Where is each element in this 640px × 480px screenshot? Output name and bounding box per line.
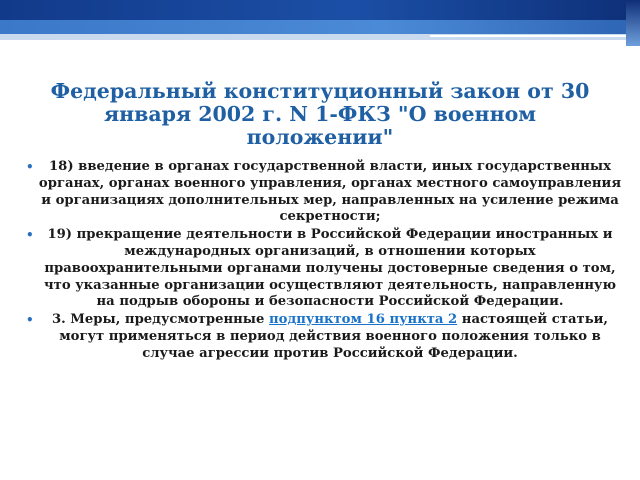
header-banner bbox=[0, 0, 640, 46]
slide-content bbox=[26, 159, 622, 364]
header-band-mid bbox=[0, 20, 640, 34]
list-item bbox=[26, 227, 622, 311]
list-item-text: 3. Меры, предусмотренные bbox=[51, 312, 269, 328]
list-item-text: 18) введение в органах государственной власти, иных государственных органах, органах военного управления, органах местного самоуправления и организациях дополнительных мер, направленных на усиление режима секретности; bbox=[38, 159, 622, 225]
list-item-text: 19) прекращение деятельности в Российской Федерации иностранных и международных организаций, в отношении которых правоохранительными органами получены достоверные сведения о том, что указанные организации осуществляют деятельность, направленную на подрыв обороны и безопасности Российской Федерации. bbox=[44, 227, 616, 310]
list-item-text: настоящей статьи, могут применяться в период действия военного положения только в случае агрессии против Российской Федерации. bbox=[59, 312, 609, 361]
slide-title: Федеральный конституционный закон от 30 января 2002 г. N 1-ФКЗ "О военном положении" bbox=[50, 79, 590, 149]
header-divider bbox=[0, 40, 640, 42]
subclause-link[interactable]: подпунктом 16 пункта 2 bbox=[269, 312, 458, 328]
header-edge bbox=[626, 0, 640, 46]
header-accent-line bbox=[430, 35, 640, 37]
bullet-icon: • bbox=[26, 313, 34, 328]
list-item bbox=[26, 159, 622, 226]
bullet-icon: • bbox=[26, 160, 34, 174]
header-band-dark bbox=[0, 0, 640, 20]
bullet-icon: • bbox=[26, 228, 34, 243]
list-item bbox=[26, 312, 622, 362]
